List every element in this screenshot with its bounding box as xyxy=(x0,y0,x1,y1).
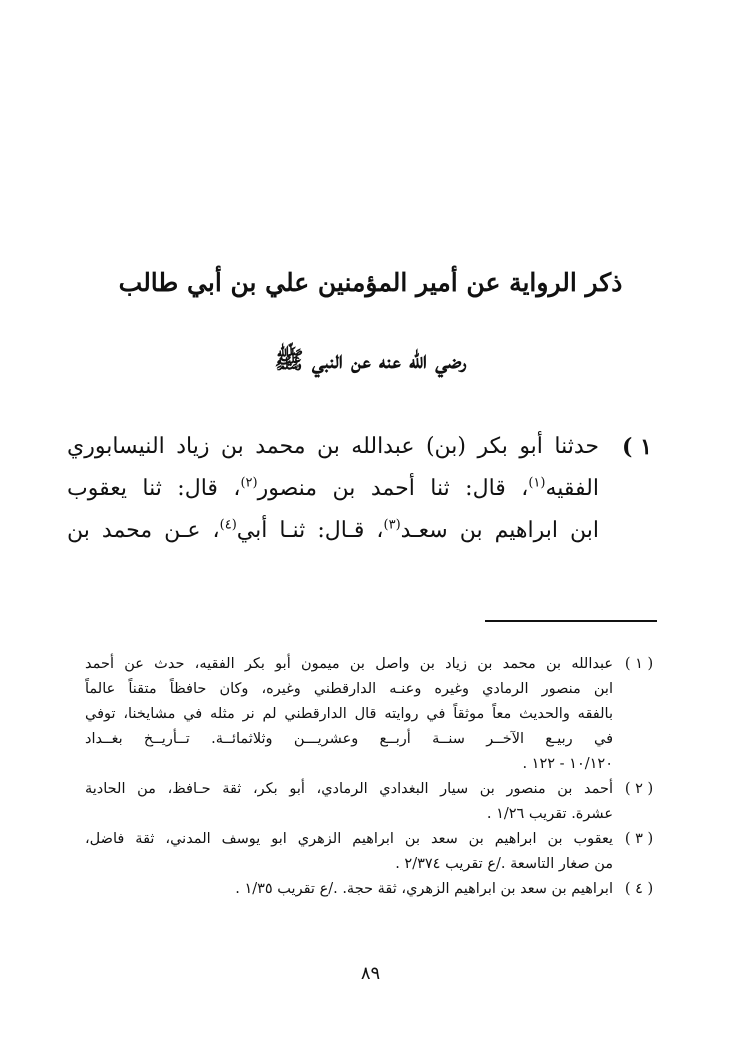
footnote-marker: (٣) xyxy=(383,517,401,533)
footnote-line: ١٠/١٢٠ - ١٢٢ . xyxy=(522,756,613,772)
footnote-line: من صغار التاسعة ./ع تقريب ٢/٣٧٤ . xyxy=(395,856,613,872)
footnote-line: عبدالله بن محمد بن زياد بن واصل بن ميمون أبو بكر الفقيه، حدث عن أحمد xyxy=(85,656,613,672)
footnote-line: عشرة. تقريب ١/٢٦ . xyxy=(486,806,613,822)
footnote xyxy=(85,652,655,777)
entry-text-segment: ، قال: ثنا يعقوب xyxy=(67,476,241,501)
footnotes xyxy=(85,652,655,902)
page-number: ٨٩ xyxy=(360,963,381,984)
entry-line xyxy=(67,468,599,510)
chapter-subtitle: رضي الله عنه عن النبي ﷺ xyxy=(274,345,467,374)
footnote xyxy=(85,877,655,902)
footnote xyxy=(85,777,655,827)
footnote-separator xyxy=(485,620,657,622)
footnote-line: يعقوب بن ابراهيم بن سعد بن ابراهيم الزهري ابو يوسف المدني، ثقة فاضل، xyxy=(85,831,613,847)
footnote xyxy=(85,827,655,877)
entry-text-segment: ، قال: ثنا أحمد بن منصور xyxy=(257,476,529,501)
entry-text-segment: الفقيه xyxy=(545,476,599,501)
footnote-line: أحمد بن منصور بن سيار البغدادي الرمادي، أبو بكر، ثقة حـافظ، من الحادية xyxy=(85,781,613,797)
footnote-number: ( ٢ ) xyxy=(624,781,654,797)
footnote-marker: (٢) xyxy=(240,475,258,491)
entry-line xyxy=(67,510,599,552)
footnote-line: ابن منصور الرمادي وغيره وعنـه الدارقطني وغيره، وكان حافظاً متقناً عالماً xyxy=(85,681,613,697)
entry-text-segment: ابن ابراهيم بن سعـد xyxy=(400,518,600,543)
footnote-number: ( ٣ ) xyxy=(624,831,654,847)
footnote-line: بالفقه والحديث معاً موثقاً في روايته قال الدارقطني لم نر مثله في مشايخنا، توفي xyxy=(85,706,613,722)
footnote-marker: (١) xyxy=(528,475,546,491)
footnote-number: ( ٤ ) xyxy=(624,881,654,897)
footnote-line: في ربيـع الآخــر سنــة أربــع وعشريـــن وثلاثمائــة. تــأريــخ بغــداد xyxy=(85,731,613,747)
entry-text xyxy=(67,426,599,552)
footnote-number: ( ١ ) xyxy=(624,656,654,672)
entry-line xyxy=(67,426,599,468)
entry-text-segment: حدثنا أبو بكر (بن) عبدالله بن محمد بن زياد النيسابوري xyxy=(67,434,599,459)
footnote-marker: (٤) xyxy=(219,517,237,533)
entry-text-segment: ، عـن محمد بن xyxy=(67,518,220,543)
entry-number: ١ ) xyxy=(622,434,652,460)
entry-text-segment: ، قـال: ثنـا أبي xyxy=(236,518,384,543)
footnote-line: ابراهيم بن سعد بن ابراهيم الزهري، ثقة حجة. ./ع تقريب ١/٣٥ . xyxy=(235,881,613,897)
chapter-title: ذكر الرواية عن أمير المؤمنين علي بن أبي طالب xyxy=(118,268,623,297)
